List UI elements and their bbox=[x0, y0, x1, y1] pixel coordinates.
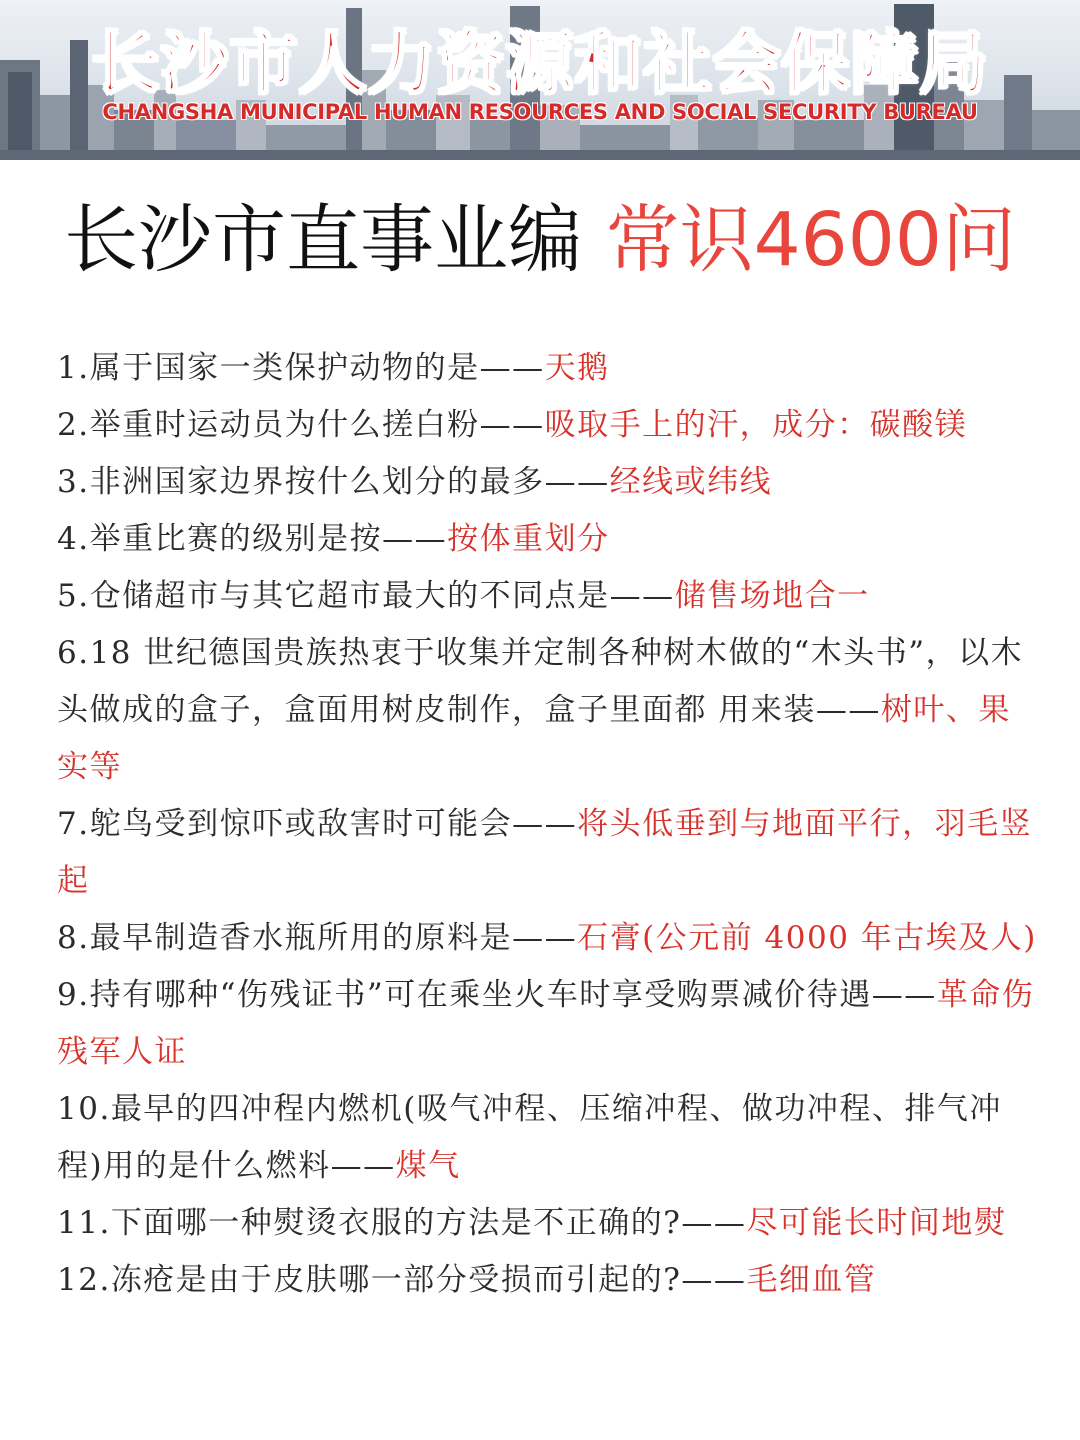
page-title-main: 长沙市直事业编 bbox=[64, 197, 606, 283]
item-answer: 储售场地合一 bbox=[674, 578, 870, 614]
item-answer: 石膏(公元前 4000 年古埃及人) bbox=[577, 920, 1037, 956]
item-answer: 尽可能长时间地熨 bbox=[746, 1205, 1007, 1241]
page-title-highlight: 常识4600问 bbox=[605, 197, 1016, 283]
item-answer: 吸取手上的汗，成分：碳酸镁 bbox=[544, 407, 968, 443]
item-question: 举重时运动员为什么搓白粉—— bbox=[89, 407, 545, 443]
item-question: 下面哪一种熨烫衣服的方法是不正确的?—— bbox=[110, 1205, 747, 1241]
list-item bbox=[57, 454, 1042, 511]
list-item bbox=[57, 511, 1042, 568]
item-answer: 毛细血管 bbox=[746, 1262, 877, 1298]
item-question: 属于国家一类保护动物的是—— bbox=[89, 350, 545, 386]
item-question: 最早的四冲程内燃机(吸气冲程、压缩冲程、做功冲程、排气冲程)用的是什么燃料—— bbox=[57, 1091, 1002, 1184]
list-item bbox=[57, 1252, 1042, 1309]
item-answer: 煤气 bbox=[395, 1148, 461, 1184]
item-number: 5. bbox=[57, 578, 90, 614]
list-item bbox=[57, 967, 1042, 1081]
item-number: 11. bbox=[57, 1205, 111, 1241]
header-banner bbox=[0, 0, 1080, 160]
item-answer: 树叶、果实等 bbox=[57, 692, 1011, 785]
item-question: 冻疮是由于皮肤哪一部分受损而引起的?—— bbox=[110, 1262, 747, 1298]
item-number: 2. bbox=[57, 407, 90, 443]
item-answer: 将头低垂到与地面平行，羽毛竖起 bbox=[57, 806, 1033, 899]
list-item bbox=[57, 796, 1042, 910]
item-answer: 革命伤残军人证 bbox=[57, 977, 1035, 1070]
item-number: 12. bbox=[57, 1262, 111, 1298]
item-question: 鸵鸟受到惊吓或敌害时可能会—— bbox=[89, 806, 578, 842]
item-number: 8. bbox=[57, 920, 90, 956]
banner-title: 长沙市人力资源和社会保障局 bbox=[91, 25, 989, 104]
list-item bbox=[57, 397, 1042, 454]
item-question: 举重比赛的级别是按—— bbox=[89, 521, 448, 557]
item-number: 10. bbox=[57, 1091, 111, 1127]
item-number: 7. bbox=[57, 806, 90, 842]
item-question: 最早制造香水瓶所用的原料是—— bbox=[89, 920, 578, 956]
item-answer: 按体重划分 bbox=[447, 521, 610, 557]
item-number: 9. bbox=[57, 977, 90, 1013]
item-number: 1. bbox=[57, 350, 90, 386]
list-item bbox=[57, 1081, 1042, 1195]
list-item bbox=[57, 568, 1042, 625]
item-question: 非洲国家边界按什么划分的最多—— bbox=[89, 464, 610, 500]
item-question: 仓储超市与其它超市最大的不同点是—— bbox=[89, 578, 675, 614]
item-number: 3. bbox=[57, 464, 90, 500]
list-item bbox=[57, 1195, 1042, 1252]
item-question: 持有哪种“伤残证书”可在乘坐火车时享受购票减价待遇—— bbox=[89, 977, 937, 1013]
item-number: 6. bbox=[57, 635, 90, 671]
list-item bbox=[57, 625, 1042, 796]
list-item bbox=[57, 910, 1042, 967]
page-title bbox=[0, 190, 1080, 290]
item-question: 18 世纪德国贵族热衷于收集并定制各种树木做的“木头书”，以木头做成的盒子，盒面用树皮制作，盒子里面都 用来装—— bbox=[57, 635, 1024, 728]
item-answer: 天鹅 bbox=[544, 350, 610, 386]
item-number: 4. bbox=[57, 521, 90, 557]
item-answer: 经线或纬线 bbox=[609, 464, 773, 500]
list-item bbox=[57, 340, 1042, 397]
banner-subtitle: CHANGSHA MUNICIPAL HUMAN RESOURCES AND SOCIAL SECURITY BUREAU bbox=[102, 100, 978, 124]
qa-list bbox=[57, 340, 1042, 1309]
